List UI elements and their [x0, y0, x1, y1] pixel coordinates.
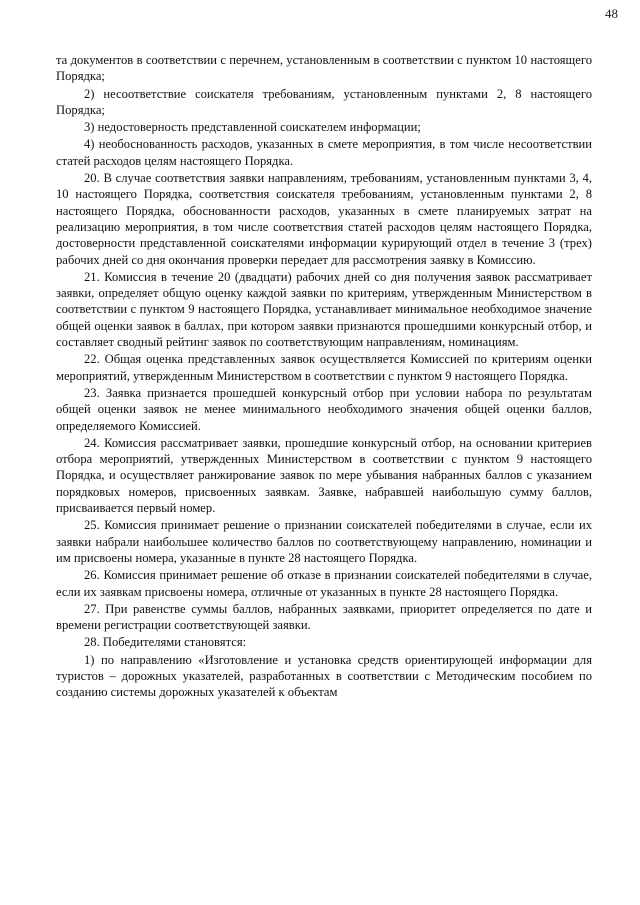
paragraph-23: 23. Заявка признается прошедшей конкурсный отбор при условии набора по результатам общей оценки заявок не менее минимального необходимого значения общей оценки баллов, определяемого Комиссией.	[56, 385, 592, 433]
document-body	[56, 52, 592, 702]
paragraph-24: 24. Комиссия рассматривает заявки, прошедшие конкурсный отбор, на основании критериев отбора мероприятий, утвержденных Министерством в соответствии с пунктом 9 настоящего Порядка, и осуществляет ранжирование заявок по мере убывания набранных баллов с указанием порядковых номеров, присвоенных заявкам. Заявке, набравшей наибольшую сумму баллов, присваивается первый номер.	[56, 435, 592, 516]
paragraph-20: 20. В случае соответствия заявки направлениям, требованиям, установленным пунктами 3, 4, 10 настоящего Порядка, соответствия соискателя требованиям, установленным пунктами 2, 8 настоящего Порядка, обоснованности расходов, указанных в смете планируемых затрат на реализацию мероприятия, в том числе соответствия статей расходов целям настоящего Порядка, достоверности представленной соискателями информации курирующий отдел в течение 3 (трех) рабочих дней со дня окончания проверки передает для рассмотрения заявку в Комиссию.	[56, 171, 592, 267]
paragraph-26: 26. Комиссия принимает решение об отказе в признании соискателей победителями в случае, если их заявкам присвоены номера, отличные от указанных в пункте 28 настоящего Порядка.	[56, 568, 592, 599]
paragraph-item-2: 2) несоответствие соискателя требованиям, установленным пунктами 2, 8 настоящего Порядка;	[56, 86, 592, 117]
paragraph-28: 28. Победителями становятся:	[84, 635, 247, 650]
paragraph-22: 22. Общая оценка представленных заявок осуществляется Комиссией по критериям оценки мероприятий, утвержденным Министерством в соответствии с пунктом 9 настоящего Порядка.	[56, 352, 592, 383]
paragraph-item-4: 4) необоснованность расходов, указанных в смете мероприятия, в том числе несоответствии статей расходов целям настоящего Порядка.	[56, 137, 592, 168]
paragraph-continuation: та документов в соответствии с перечнем, установленным в соответствии с пунктом 10 настоящего Порядка;	[56, 53, 592, 84]
paragraph-25: 25. Комиссия принимает решение о признании соискателей победителями в случае, если их заявки набрали наибольшее количество баллов по соответствующему направлению, номинации и им присвоены номера, указанные в пункте 28 настоящего Порядка.	[56, 518, 592, 565]
paragraph-27: 27. При равенстве суммы баллов, набранных заявками, приоритет определяется по дате и времени регистрации соответствующей заявки.	[56, 601, 592, 633]
paragraph-21: 21. Комиссия в течение 20 (двадцати) рабочих дней со дня получения заявок рассматривает заявки, определяет общую оценку каждой заявки по критериям, утвержденным Министерством в соответствии с пунктом 9 настоящего Порядка, устанавливает минимальное необходимое значение общей оценки заявок в баллах, при котором заявки признаются прошедшими конкурсный отбор, и составляет сводный рейтинг заявок по соответствующим направлениям, номинациям.	[56, 269, 592, 350]
paragraph-28-item-1: 1) по направлению «Изготовление и установка средств ориентирующей информации для туристов – дорожных указателей, разработанных в соответствии с Методическим пособием по созданию системы дорожных указателей к объектам	[56, 652, 592, 700]
page-number: 48	[605, 6, 618, 21]
paragraph-item-3: 3) недостоверность представленной соискателем информации;	[84, 120, 421, 135]
